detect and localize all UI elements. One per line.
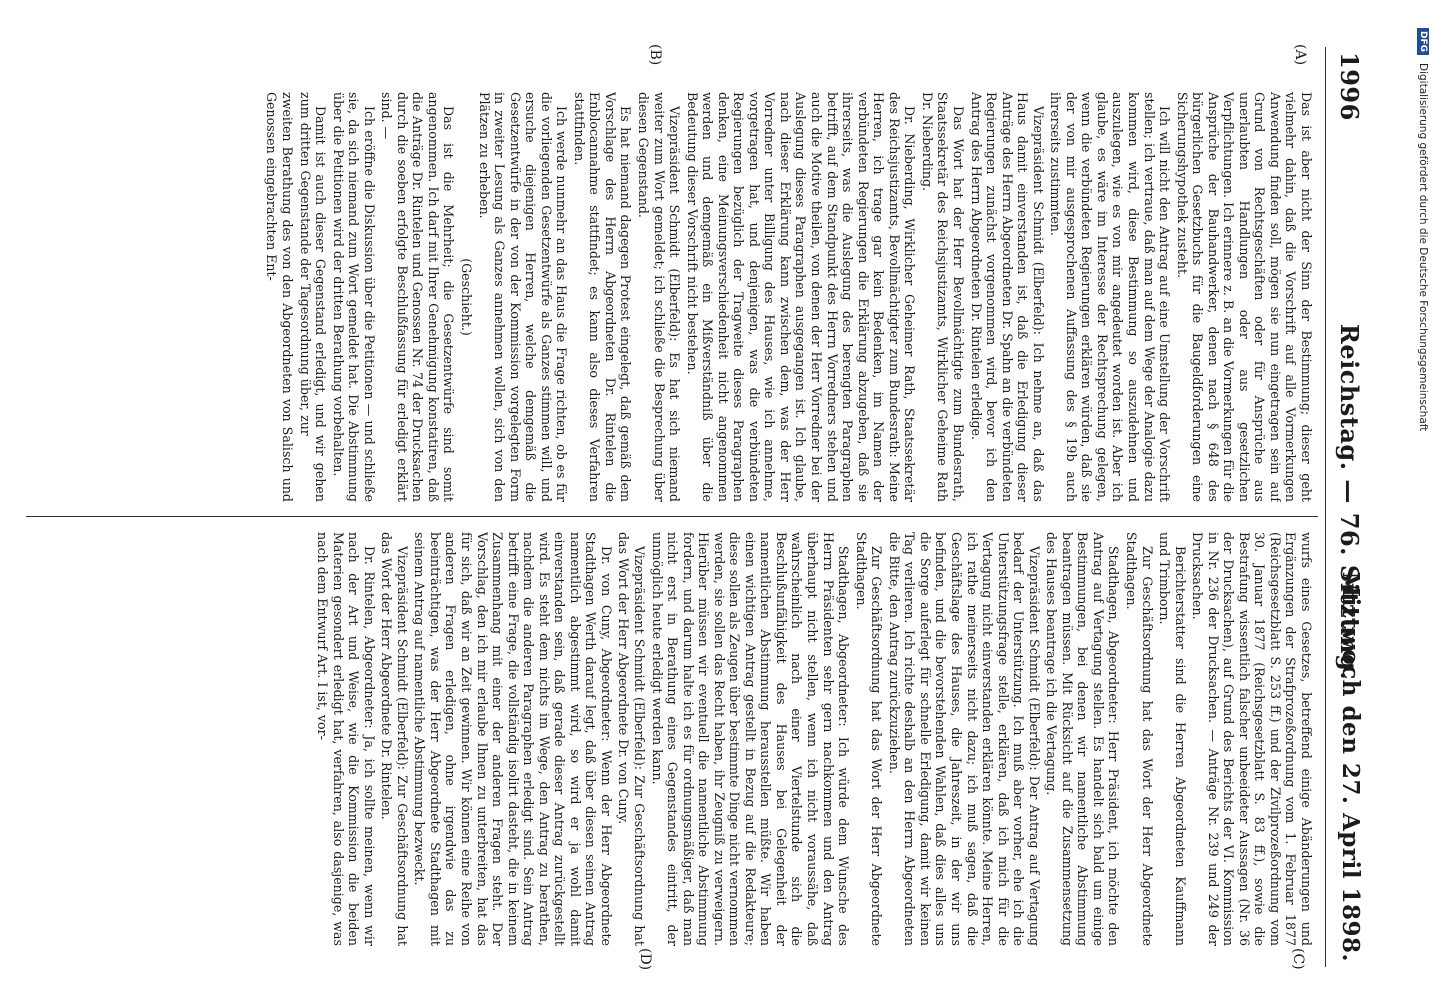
session-title: Reichstag. — 76. Sitzung. — [1335, 323, 1364, 681]
paragraph: Es hat niemand dagegen Protest eingelegt, daß gemäß dem Vorschlage des Herrn Abgeordneten Dr. Rintelen die Enblocannahme stattfindet; es kann also dieses Verfahren stattfinden. — [571, 92, 634, 502]
paragraph: Vizepräsident Schmidt (Elberfeld): Es hat sich niemand weiter zum Wort gemeldet; ich schließe die Besprechung über diesen Gegenstand. — [636, 92, 683, 502]
credit-text: Digitalisierung gefördert durch die Deutsche Forschungsgemeinschaft — [1417, 63, 1429, 432]
scanned-page — [8, 22, 1378, 982]
paragraph: Stadthagen, Abgeordneter: Ich würde dem Wunsche des Herrn Präsidenten sehr gern nachkommen und den Antrag überhaupt nicht stellen, wenn ich nicht voraussähe, daß wahrscheinlich nach einer Viertelstunde sich die Beschlußunfähigkeit des Hauses bei Gelegenheit der namentlichen Abstimmung herausstellen müßte. Wir haben einen wichtigen Antrag gestellt in Bezug auf die Redakteure; diese sollen als Zeugen über bestimmte Dinge nicht vernommen werden, sie sollen das Recht haben, ihr Zeugniß zu verweigern. Hierüber müssen wir eventuell die namentliche Abstimmung fordern, und darum halte ich es für ordnungsmäßiger, daß man nicht erst in Berathung eines Gegenstandes eintritt, der unmöglich heute erledigt werden kann. — [649, 532, 852, 946]
margin-marker-c: (C) — [1290, 948, 1306, 970]
paragraph: Zur Geschäftsordnung hat das Wort der Herr Abgeordnete Stadthagen. — [853, 532, 885, 946]
paragraph: Ich werde nunmehr an das Haus die Frage richten, ob es für die vorliegenden Gesetzentwürfe als Ganzes stimmen will, und ersuche diejenigen Herren, welche demgemäß die Gesetzentwürfe in der von der Kommission vorgelegten Form in zweiter Lesung als Ganzes annehmen wollen, sich von den Plätzen zu erheben. — [476, 92, 570, 502]
paragraph: wurfs eines Gesetzes, betreffend einige Abänderungen und Ergänzungen der Strafprozeßordnung vom 1. Februar 1877 (Reichsgesetzblatt S. 253 ff.) und der Zivilprozeßordnung vom 30. Januar 1877 (Reichsgesetzblatt S. 83 ff.), sowie die Bestrafung wissentlich falscher unbeeideter Aussagen (Nr. 36 der Drucksachen), auf Grund des Berichts der VI. Kommission in Nr. 236 der Drucksachen. — Anträge Nr. 239 und 249 der Drucksachen. — [1190, 532, 1314, 946]
column-divider — [26, 516, 1318, 517]
paragraph: Vizepräsident Schmidt (Elberfeld): Der Antrag auf Vertagung bedarf der Unterstützung. Ich muß aber vorher, ehe ich die Unterstützungsfrage stelle, erklären, daß ich mich für die Vertagung nicht einverstanden erklären könnte. Meine Herren, ich rathe meinerseits nicht dazu; ich muß sagen, daß die Geschäftslage des Hauses, die Jahreszeit, in der wir uns befinden, und die bevorstehenden Wahlen, daß dies alles uns die Sorge auferlegt für schnelle Erledigung, damit wir keinen Tag verlieren. Ich richte deshalb an den Herrn Abgeordneten die Bitte, den Antrag zurückzuziehen. — [886, 532, 1042, 946]
paragraph: Das ist aber nicht der Sinn der Bestimmung; dieser geht vielmehr dahin, daß die Vorschrift auf alle Vormerkungen Anwendung finden soll, mögen sie nun eingetragen sein auf Grund von Rechtsgeschäften oder für Ansprüche aus unerlaubten Handlungen oder aus gesetzlichen Verpflichtungen. Ich erinnere z. B. an die Vormerkungen für die Ansprüche der Bauhandwerker, denen nach § 648 des bürgerlichen Gesetzbuchs für die Baugeldforderungen eine Sicherungshypothek zusteht. — [1174, 92, 1314, 502]
right-column — [26, 532, 1314, 946]
paragraph: Das ist die Mehrheit; die Gesetzentwürfe sind somit angenommen. Ich darf mit Ihrer Genehmigung konstatiren, daß die Anträge Dr. Rintelen und Genossen Nr. 74 der Drucksachen durch die soeben erfolgte Beschlußfassung für erledigt erklärt sind. — — [379, 92, 457, 502]
paragraph: Das Wort hat der Herr Bevollmächtigte zum Bundesrath, Staatssekretär des Reichsjustizamts, Wirklicher Geheime Rath Dr. Nieberding. — [919, 92, 966, 502]
paragraph: Stadthagen, Abgeordneter: Herr Präsident, ich möchte den Antrag auf Vertagung stellen. Es handelt sich bald um einige Bestimmungen, bei denen wir namentliche Abstimmung beantragen müssen. Mit Rücksicht auf die Zusammensetzung des Hauses beantrage ich die Vertagung. — [1044, 532, 1122, 946]
paragraph: Zur Geschäftsordnung hat das Wort der Herr Abgeordnete Stadthagen. — [1123, 532, 1155, 946]
paragraph: Ich will nicht den Antrag auf eine Umstellung der Vorschrift stellen; ich vertraue, daß man auf dem Wege der Analogie dazu kommen wird, diese Bestimmung so auszudehnen und auszulegen, wie es von mir angedeutet worden ist. Aber ich glaube, es wäre im Interesse der Rechtsprechung gelegen, wenn die verbündeten Regierungen erklären würden, daß sie der von mir ausgesprochenen Auffassung des § 19b auch ihrerseits zustimmten. — [1048, 92, 1173, 502]
paragraph: Berichterstatter sind die Herren Abgeordneten Kauffmann und Trimborn. — [1157, 532, 1188, 946]
margin-marker-d: (D) — [637, 948, 653, 971]
margin-marker-a: (A) — [1292, 44, 1308, 66]
paragraph: Dr. Rintelen, Abgeordneter: Ja, ich sollte meinen, wenn wir nach der Art und Weise, wie die Kommission die beiden Materien gesondert erledigt hat, verfahren, also dasjenige, was nach dem Entwurf Art. I ist, vor- — [315, 532, 377, 946]
dfg-logo: DFG — [1417, 28, 1429, 55]
session-date: Mittwoch den 27. April 1898. — [1337, 571, 1364, 962]
paragraph: Vizepräsident Schmidt (Elberfeld): Zur Geschäftsordnung hat das Wort der Herr Abgeordnete Dr. von Cuny. — [616, 532, 648, 946]
paragraph: zweiten Berathung des von den Abgeordneten von Salisch und Genossen eingebrachten Ent- — [264, 92, 295, 502]
left-column — [26, 92, 1314, 502]
page-number: 1996 — [1335, 52, 1364, 121]
paragraph: Dr. Nieberding, Wirklicher Geheimer Rath, Staatssekretär des Reichsjustizamts, Bevollmächtigter zum Bundesrath: Meine Herren, ich trage gar kein Bedenken, im Namen der verbündeten Regierungen die Erklärung abzugeben, daß sie ihrerseits, was die Auslegung des berengten Paragraphen betrifft, auf dem Standpunkt des Herrn Vorredners stehen und auch die Motive theilen, von denen der Herr Vorredner bei der Auslegung dieses Paragraphen ausgegangen ist. Ich glaube, nach dieser Erklärung kann zwischen dem, was der Herr Vorredner unter Billigung des Hauses, wie ich annehme, vorgetragen hat, und denjenigen, was die verbündeten Regierungen bezüglich der Tragweite dieses Paragraphen denken, eine Meinungsverschiedenheit nicht angenommen werden und demgemäß ein Mißverständniß über die Bedeutung dieser Vorschrift nicht bestehen. — [684, 92, 918, 502]
paragraph: Damit ist auch dieser Gegenstand erledigt, und wir gehen zum dritten Gegenstande der Tagesordnung über, zur — [297, 92, 329, 502]
header-rule — [1325, 47, 1326, 967]
paragraph: (Geschieht.) — [459, 258, 475, 336]
digitization-credit — [1411, 28, 1434, 978]
page-header — [1324, 22, 1364, 982]
paragraph: Vizepräsident Schmidt (Elberfeld): Ich nehme an, daß das Haus damit einverstanden ist, daß die Erledigung dieser Anträge des Herrn Abgeordneten Dr. Spahn an die verbündeten Regierungen zunächst vorgenommen wird, bevor ich den Antrag des Herrn Abgeordneten Dr. Rintelen erledige. — [968, 92, 1046, 502]
paragraph: Dr. von Cuny, Abgeordneter: Wenn der Herr Abgeordnete Stadthagen Werth darauf legt, daß über diesen seinen Antrag namentlich abgestimmt wird, so wird er ja wohl damit einverstanden sein, daß gerade dieser Antrag zurückgestellt wird. Es steht dem nichts im Wege, den Antrag zu berathen, nachdem die anderen Paragraphen erledigt sind. Sein Antrag betrifft eine Frage, die vollständig isolirt dasteht, die in keinem Zusammenhang mit einer der anderen Fragen steht. Der Vorschlag, den ich mir erlaube Ihnen zu unterbreiten, hat das für sich, daß wir an Zeit gewinnen. Wir können eine Reihe von anderen Fragen erledigen, ohne irgendwie das zu beeinträchtigen, was der Herr Abgeordnete Stadthagen mit seinem Antrag auf namentliche Abstimmung bezweckt. — [412, 532, 614, 946]
paragraph: Ich eröffne die Diskussion über die Petitionen — und schließe sie, da sich niemand zum Wort gemeldet hat. Die Abstimmung über die Petitionen wird der dritten Berathung vorbehalten. — [330, 92, 377, 502]
margin-marker-b: (B) — [647, 44, 663, 66]
paragraph: Vizepräsident Schmidt (Elberfeld): Zur Geschäftsordnung hat das Wort der Herr Abgeordnete Dr. Rintelen. — [379, 532, 410, 946]
